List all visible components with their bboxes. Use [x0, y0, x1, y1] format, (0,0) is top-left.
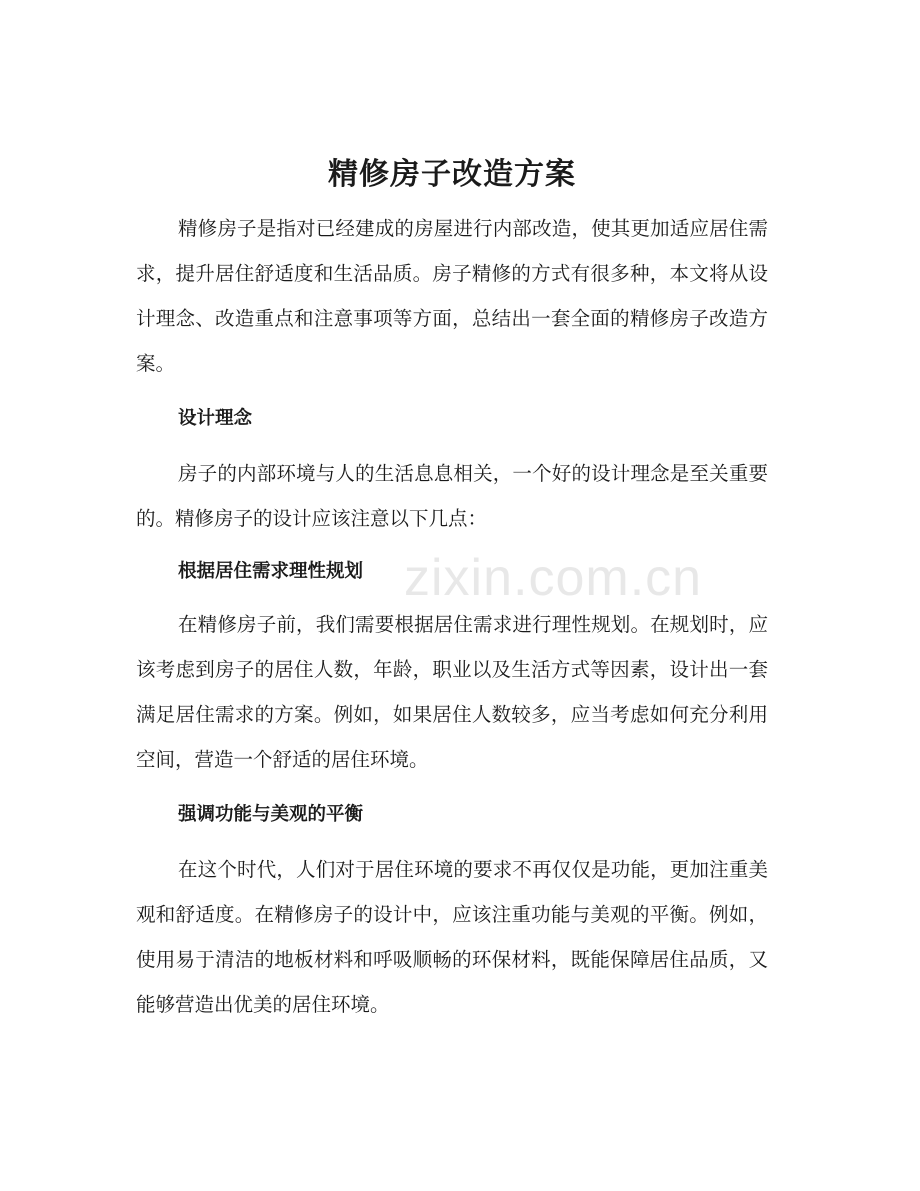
document-title: 精修房子改造方案 — [328, 157, 576, 192]
section-body-design-concept: 房子的内部环境与人的生活息息相关，一个好的设计理念是至关重要的。精修房子的设计应该注意以下几点： — [136, 462, 768, 530]
section-heading-function-aesthetics: 强调功能与美观的平衡 — [178, 804, 364, 825]
section-body-function-aesthetics: 在这个时代，人们对于居住环境的要求不再仅仅是功能，更加注重美观和舒适度。在精修房子的设计中，应该注重功能与美观的平衡。例如，使用易于清洁的地板材料和呼吸顺畅的环保材料，既能保障居住品质，又能够营造出优美的居住环境。 — [136, 858, 768, 1016]
section-body-rational-planning: 在精修房子前，我们需要根据居住需求进行理性规划。在规划时，应该考虑到房子的居住人数，年龄，职业以及生活方式等因素，设计出一套满足居住需求的方案。例如，如果居住人数较多，应当考虑如何充分利用空间，营造一个舒适的居住环境。 — [136, 613, 768, 771]
intro-paragraph: 精修房子是指对已经建成的房屋进行内部改造，使其更加适应居住需求，提升居住舒适度和生活品质。房子精修的方式有很多种，本文将从设计理念、改造重点和注意事项等方面，总结出一套全面的精修房子改造方案。 — [136, 217, 768, 375]
site-watermark: zixin.com.cn — [404, 549, 703, 607]
document-page — [136, 150, 768, 1027]
section-heading-rational-planning: 根据居住需求理性规划 — [178, 561, 364, 582]
section-heading-design-concept: 设计理念 — [178, 408, 253, 429]
